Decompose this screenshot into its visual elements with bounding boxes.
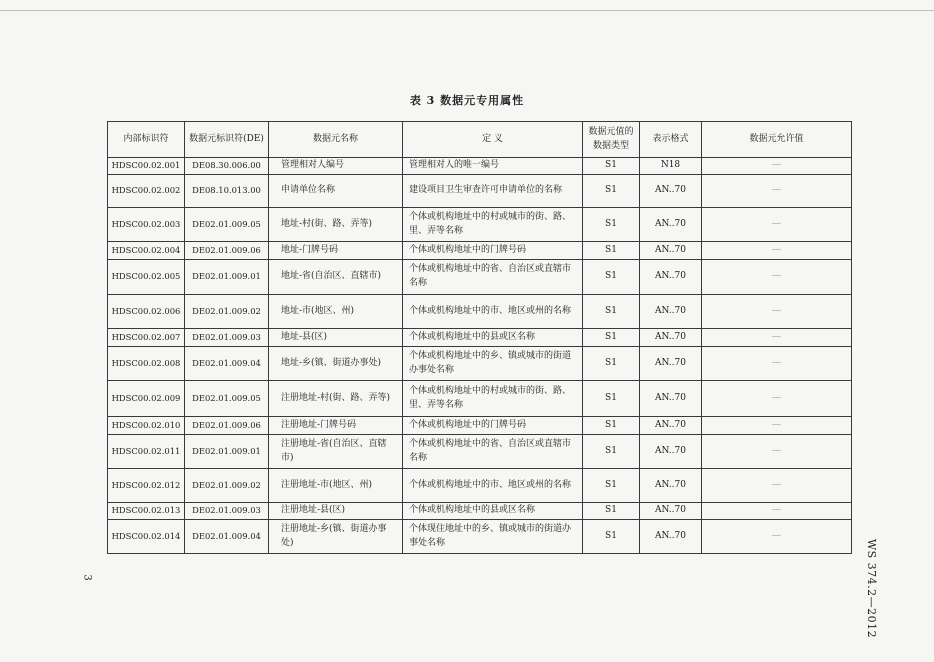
element-name-cell: 地址-乡(镇、街道办事处) — [269, 347, 403, 381]
definition-cell: 个体或机构地址中的市、地区或州的名称 — [403, 295, 583, 329]
allowed-values-cell: — — [702, 208, 852, 242]
element-name-cell: 地址-市(地区、州) — [269, 295, 403, 329]
internal-id-cell: HDSC00.02.014 — [108, 520, 185, 554]
allowed-values-cell: — — [702, 503, 852, 520]
allowed-values-cell: — — [702, 520, 852, 554]
internal-id-cell: HDSC00.02.004 — [108, 242, 185, 260]
internal-id-cell: HDSC00.02.011 — [108, 435, 185, 469]
internal-id-cell: HDSC00.02.013 — [108, 503, 185, 520]
definition-cell: 个体或机构地址中的村或城市的街、路、里、弄等名称 — [403, 208, 583, 242]
data-type-cell: S1 — [583, 435, 640, 469]
allowed-values-cell: — — [702, 381, 852, 417]
allowed-values-cell: — — [702, 417, 852, 435]
table-row — [108, 329, 852, 347]
de-id-cell: DE08.30.006.00 — [185, 158, 269, 175]
data-type-cell: S1 — [583, 242, 640, 260]
format-cell: AN..70 — [640, 347, 702, 381]
definition-cell: 个体或机构地址中的省、自治区或直辖市名称 — [403, 260, 583, 295]
header-internal-id: 内部标识符 — [108, 122, 185, 158]
data-type-cell: S1 — [583, 175, 640, 208]
element-name-cell: 申请单位名称 — [269, 175, 403, 208]
table-row — [108, 175, 852, 208]
table-row — [108, 260, 852, 295]
data-type-cell: S1 — [583, 503, 640, 520]
data-type-cell: S1 — [583, 295, 640, 329]
de-id-cell: DE02.01.009.04 — [185, 347, 269, 381]
format-cell: AN..70 — [640, 175, 702, 208]
internal-id-cell: HDSC00.02.002 — [108, 175, 185, 208]
allowed-values-cell: — — [702, 347, 852, 381]
header-data-type: 数据元值的数据类型 — [583, 122, 640, 158]
page-top-rule — [0, 10, 934, 11]
definition-cell: 建设项目卫生审查许可申请单位的名称 — [403, 175, 583, 208]
header-allowed-values: 数据元允许值 — [702, 122, 852, 158]
de-id-cell: DE02.01.009.04 — [185, 520, 269, 554]
definition-cell: 个体或机构地址中的县或区名称 — [403, 329, 583, 347]
de-id-cell: DE02.01.009.05 — [185, 208, 269, 242]
format-cell: N18 — [640, 158, 702, 175]
format-cell: AN..70 — [640, 417, 702, 435]
page-number: 3 — [81, 574, 93, 581]
allowed-values-cell: — — [702, 435, 852, 469]
element-name-cell: 地址-县(区) — [269, 329, 403, 347]
table-body — [108, 158, 852, 554]
internal-id-cell: HDSC00.02.006 — [108, 295, 185, 329]
definition-cell: 管理相对人的唯一编号 — [403, 158, 583, 175]
allowed-values-cell: — — [702, 175, 852, 208]
header-format: 表示格式 — [640, 122, 702, 158]
de-id-cell: DE02.01.009.02 — [185, 469, 269, 503]
table-row — [108, 158, 852, 175]
data-type-cell: S1 — [583, 329, 640, 347]
element-name-cell: 注册地址-县(区) — [269, 503, 403, 520]
allowed-values-cell: — — [702, 158, 852, 175]
de-id-cell: DE02.01.009.06 — [185, 242, 269, 260]
de-id-cell: DE02.01.009.01 — [185, 260, 269, 295]
format-cell: AN..70 — [640, 260, 702, 295]
internal-id-cell: HDSC00.02.012 — [108, 469, 185, 503]
internal-id-cell: HDSC00.02.010 — [108, 417, 185, 435]
definition-cell: 个体或机构地址中的省、自治区或直辖市名称 — [403, 435, 583, 469]
element-name-cell: 注册地址-市(地区、州) — [269, 469, 403, 503]
data-type-cell: S1 — [583, 347, 640, 381]
table-row — [108, 295, 852, 329]
element-name-cell: 管理相对人编号 — [269, 158, 403, 175]
internal-id-cell: HDSC00.02.007 — [108, 329, 185, 347]
format-cell: AN..70 — [640, 520, 702, 554]
element-name-cell: 注册地址-门牌号码 — [269, 417, 403, 435]
format-cell: AN..70 — [640, 381, 702, 417]
definition-cell: 个体或机构地址中的村或城市的街、路、里、弄等名称 — [403, 381, 583, 417]
table-row — [108, 208, 852, 242]
data-type-cell: S1 — [583, 208, 640, 242]
data-type-cell: S1 — [583, 469, 640, 503]
format-cell: AN..70 — [640, 329, 702, 347]
internal-id-cell: HDSC00.02.008 — [108, 347, 185, 381]
table-caption: 表 3 数据元专用属性 — [409, 94, 525, 107]
internal-id-cell: HDSC00.02.009 — [108, 381, 185, 417]
de-id-cell: DE08.10.013.00 — [185, 175, 269, 208]
de-id-cell: DE02.01.009.02 — [185, 295, 269, 329]
table-row — [108, 503, 852, 520]
table-row — [108, 469, 852, 503]
data-element-attributes-table — [107, 121, 852, 554]
allowed-values-cell: — — [702, 242, 852, 260]
element-name-cell: 注册地址-省(自治区、直辖市) — [269, 435, 403, 469]
format-cell: AN..70 — [640, 208, 702, 242]
format-cell: AN..70 — [640, 469, 702, 503]
table-row — [108, 347, 852, 381]
internal-id-cell: HDSC00.02.003 — [108, 208, 185, 242]
de-id-cell: DE02.01.009.03 — [185, 503, 269, 520]
definition-cell: 个体或机构地址中的门牌号码 — [403, 417, 583, 435]
header-definition: 定 义 — [403, 122, 583, 158]
allowed-values-cell: — — [702, 329, 852, 347]
data-type-cell: S1 — [583, 417, 640, 435]
format-cell: AN..70 — [640, 503, 702, 520]
allowed-values-cell: — — [702, 295, 852, 329]
element-name-cell: 注册地址-乡(镇、街道办事处) — [269, 520, 403, 554]
element-name-cell: 地址-门牌号码 — [269, 242, 403, 260]
allowed-values-cell: — — [702, 260, 852, 295]
de-id-cell: DE02.01.009.05 — [185, 381, 269, 417]
de-id-cell: DE02.01.009.03 — [185, 329, 269, 347]
definition-cell: 个体或机构地址中的市、地区或州的名称 — [403, 469, 583, 503]
data-type-cell: S1 — [583, 158, 640, 175]
element-name-cell: 地址-省(自治区、直辖市) — [269, 260, 403, 295]
table-row — [108, 242, 852, 260]
element-name-cell: 注册地址-村(街、路、弄等) — [269, 381, 403, 417]
format-cell: AN..70 — [640, 242, 702, 260]
format-cell: AN..70 — [640, 435, 702, 469]
table-header-row — [108, 122, 852, 158]
internal-id-cell: HDSC00.02.001 — [108, 158, 185, 175]
data-type-cell: S1 — [583, 260, 640, 295]
data-type-cell: S1 — [583, 381, 640, 417]
header-element-name: 数据元名称 — [269, 122, 403, 158]
definition-cell: 个体或机构地址中的县或区名称 — [403, 503, 583, 520]
de-id-cell: DE02.01.009.01 — [185, 435, 269, 469]
standard-code: WS 374.2—2012 — [865, 538, 879, 639]
allowed-values-cell: — — [702, 469, 852, 503]
internal-id-cell: HDSC00.02.005 — [108, 260, 185, 295]
table-row — [108, 417, 852, 435]
table-row — [108, 520, 852, 554]
table-row — [108, 435, 852, 469]
definition-cell: 个体现住地址中的乡、镇或城市的街道办事处名称 — [403, 520, 583, 554]
element-name-cell: 地址-村(街、路、弄等) — [269, 208, 403, 242]
definition-cell: 个体或机构地址中的门牌号码 — [403, 242, 583, 260]
data-type-cell: S1 — [583, 520, 640, 554]
format-cell: AN..70 — [640, 295, 702, 329]
header-de-id: 数据元标识符(DE) — [185, 122, 269, 158]
de-id-cell: DE02.01.009.06 — [185, 417, 269, 435]
definition-cell: 个体或机构地址中的乡、镇或城市的街道办事处名称 — [403, 347, 583, 381]
table-row — [108, 381, 852, 417]
